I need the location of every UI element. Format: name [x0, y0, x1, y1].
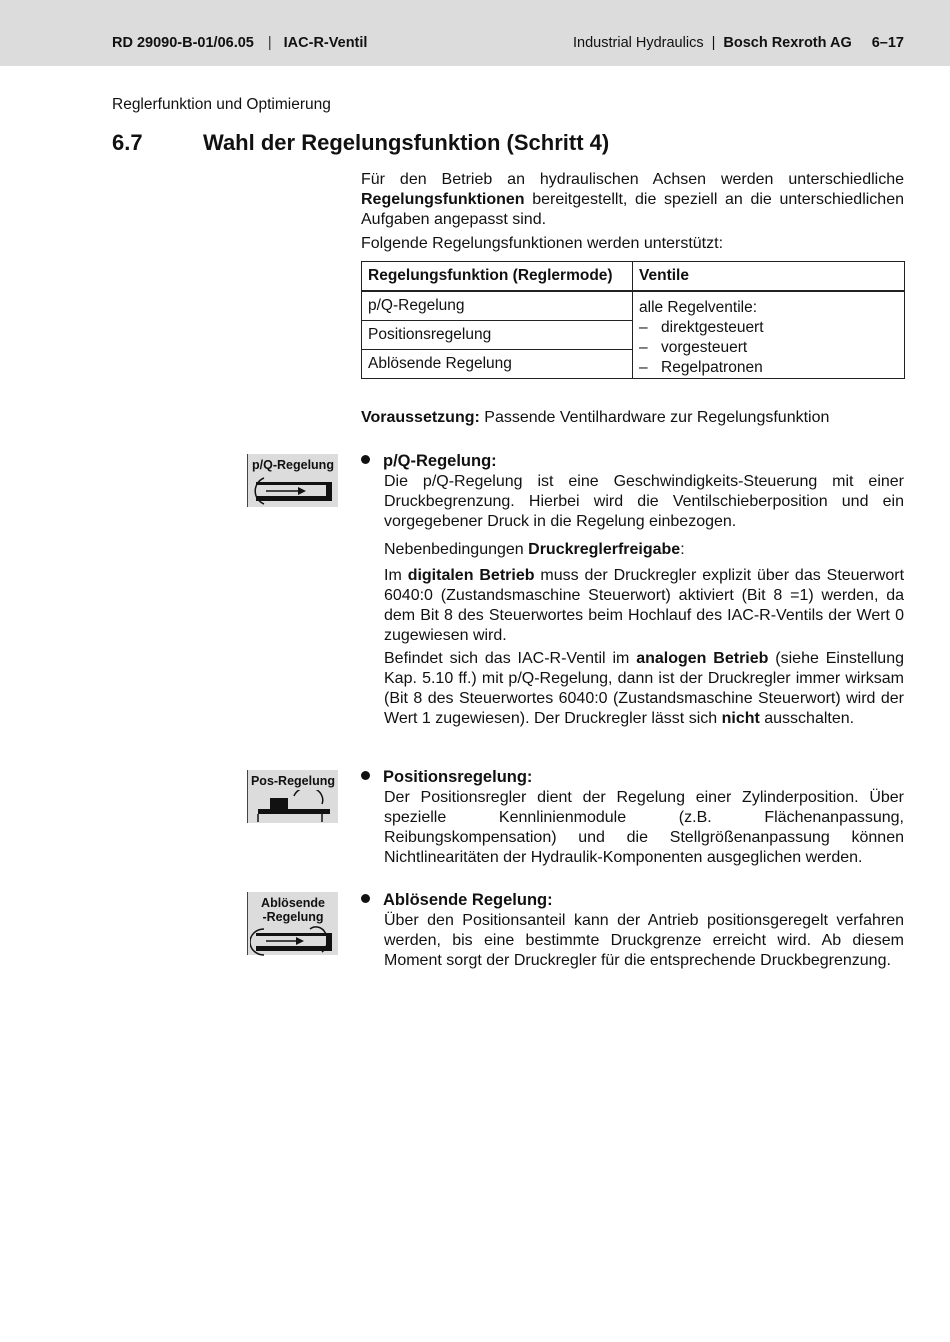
- icon-label: -Regelung: [262, 910, 324, 924]
- precondition: [361, 408, 904, 428]
- pos-control-icon: [247, 770, 338, 823]
- pq-analog-mode: Befindet sich das IAC-R-Ventil im analogen Betrieb (siehe Einstellung Kap. 5.10 ff.) mit p/Q-Regelung, dann ist der Druckregler immer wirksam (Bit 8 des Steuerwortes 6040:0 (Zustandsmaschine Steuerwort) wird der Wert 1 zugewiesen). Der Druckregler lässt sich nicht ausschalten.: [384, 650, 904, 727]
- table-cell-mode: p/Q-Regelung: [362, 291, 633, 321]
- intro-paragraph: [361, 170, 904, 230]
- precondition-label: Voraussetzung:: [361, 409, 480, 426]
- section-label: Reglerfunktion und Optimierung: [112, 96, 331, 113]
- cylinder-override-icon: [250, 926, 336, 956]
- cylinder-pressure-icon: [250, 474, 336, 506]
- page-title: [112, 130, 609, 156]
- bullet-pq-title: [361, 452, 497, 471]
- modes-table: [361, 261, 905, 379]
- pq-description: Die p/Q-Regelung ist eine Geschwindigkeits-Steuerung mit einer Druckbegrenzung. Hierbei wird die Ventilschieberposition und ein vorgegebener Druck in die Regelung einbezogen.: [384, 473, 904, 530]
- table-header-valves: Ventile: [633, 262, 905, 292]
- icon-label: p/Q-Regelung: [252, 458, 334, 472]
- intro-text: Für den Betrieb an hydraulischen Achsen werden unterschiedliche: [361, 171, 904, 188]
- category: Industrial Hydraulics: [573, 35, 704, 51]
- bullet-title-text: p/Q-Regelung:: [383, 452, 497, 470]
- header-separator: |: [711, 35, 716, 51]
- intro-paragraph-2: Folgende Regelungsfunktionen werden unterstützt:: [361, 235, 724, 252]
- abl-description: Über den Positionsanteil kann der Antrieb positionsgeregelt verfahren werden, bis eine bestimmte Druckgrenze erreicht wird. Ab diesem Moment sorgt der Druckregler für die entsprechende Druckbegrenzung.: [384, 912, 904, 969]
- table-header-mode: Regelungsfunktion (Reglermode): [362, 262, 633, 292]
- heading-title: Wahl der Regelungsfunktion (Schritt 4): [203, 130, 610, 155]
- cylinder-position-icon: [250, 790, 336, 822]
- bullet-title-text: Positionsregelung:: [383, 768, 533, 786]
- pq-control-icon: [247, 454, 338, 507]
- pq-digital-mode: Im digitalen Betrieb muss der Druckregler explizit über das Steuerwort 6040:0 (Zustandsmaschine Steuerwort) aktiviert (Bit 8 =1) werden, da dem Bit 8 des Steuerwortes beim Hochlauf des IAC-R-Ventils der Wert 0 zugewiesen wird.: [384, 567, 905, 644]
- table-cell-mode: Ablösende Regelung: [362, 350, 633, 379]
- valves-title: alle Regelventile:: [639, 299, 758, 316]
- bullet-title-text: Ablösende Regelung:: [383, 891, 553, 909]
- bullet-abl-title: [361, 891, 553, 910]
- icon-label: Ablösende: [261, 896, 325, 910]
- page-header: [0, 0, 950, 66]
- bullet-dot: [361, 771, 370, 780]
- company-name: Bosch Rexroth AG: [723, 35, 852, 51]
- header-right: [573, 35, 904, 51]
- valve-item: – Regelpatronen: [639, 359, 763, 376]
- bullet-dot: [361, 455, 370, 464]
- page-number: 6–17: [871, 35, 904, 51]
- table-row: [362, 291, 905, 321]
- table-cell-valves: [633, 291, 905, 379]
- valve-item: – vorgesteuert: [639, 339, 748, 356]
- heading-number: 6.7: [112, 130, 143, 155]
- intro-bold: Regelungsfunktionen: [361, 191, 525, 208]
- override-control-icon: [247, 892, 338, 955]
- table-cell-mode: Positionsregelung: [362, 321, 633, 350]
- precondition-text: Passende Ventilhardware zur Regelungsfunktion: [479, 409, 830, 426]
- pos-description: Der Positionsregler dient der Regelung einer Zylinderposition. Über spezielle Kennlinienmodule (z.B. Flächenanpassung, Reibungskompensation) und die Stellgrößenanpassung können Nichtlinearitäten der Hydraulik-Komponenten ausgeglichen werden.: [384, 789, 904, 866]
- bullet-dot: [361, 894, 370, 903]
- doc-code: RD 29090-B-01/06.05: [112, 35, 254, 51]
- header-left: [112, 35, 367, 51]
- pq-side-conditions: Nebenbedingungen Druckreglerfreigabe:: [384, 541, 685, 558]
- icon-label: Pos-Regelung: [250, 774, 336, 788]
- bullet-pos-title: [361, 768, 532, 787]
- valve-item: – direktgesteuert: [639, 319, 764, 336]
- product-name: IAC-R-Ventil: [283, 35, 368, 51]
- header-separator: |: [267, 35, 272, 51]
- intro-text: bereitgestellt, die speziell an die unterschiedlichen Aufgaben angepasst sind.: [361, 191, 904, 228]
- table-header-row: [362, 262, 905, 292]
